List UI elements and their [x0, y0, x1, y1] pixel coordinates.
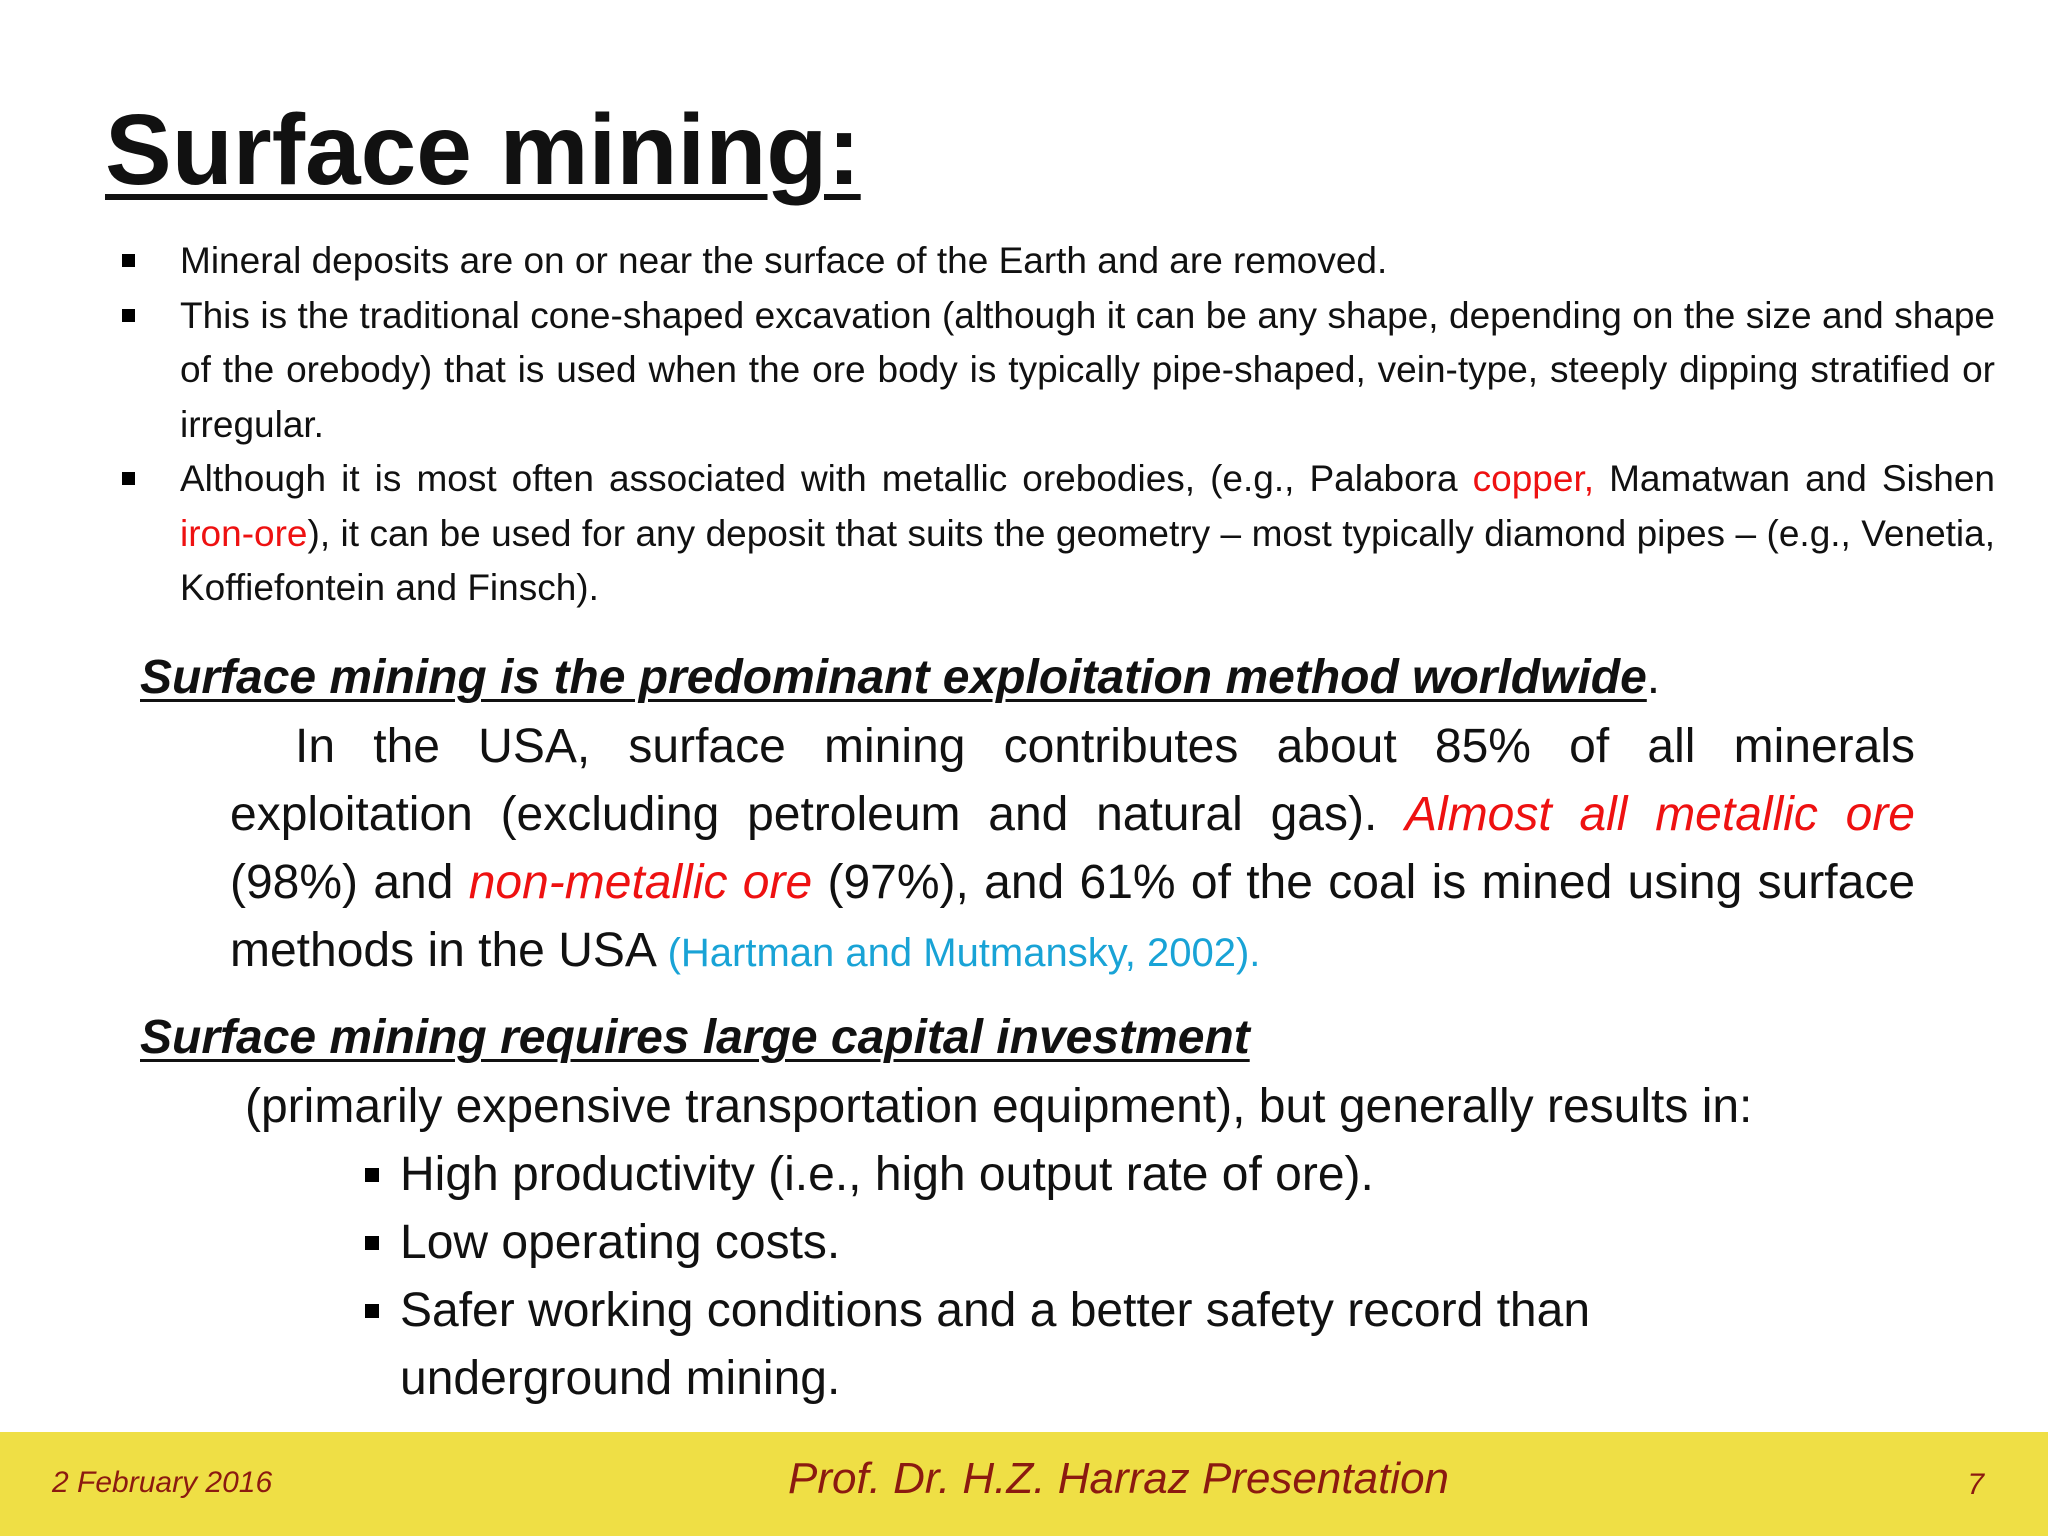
section-heading-capital: Surface mining requires large capital investment: [140, 1011, 1250, 1064]
para-text: In the USA, surface mining contributes about 85% of all minerals exploitation (excluding petroleum and natural gas).: [230, 720, 1915, 841]
bullet-item: [110, 289, 1995, 453]
benefit-item: [360, 1209, 1760, 1277]
footer-presenter: Prof. Dr. H.Z. Harraz Presentation: [788, 1454, 1450, 1503]
benefit-item: [360, 1277, 1760, 1413]
usa-statistics-paragraph: [230, 713, 1915, 987]
capital-paragraph: (primarily expensive transportation equipment), but generally results in:: [245, 1080, 1753, 1133]
bullet-text-part: Mamatwan and Sishen: [1594, 458, 1995, 499]
highlight-metallic-ore: Almost all metallic ore: [1405, 788, 1915, 841]
highlight-iron-ore: iron-ore: [180, 512, 308, 554]
section-heading-predominant: [140, 648, 1660, 708]
para-text: (98%) and: [230, 856, 469, 909]
square-bullet-icon: [122, 309, 135, 322]
benefit-text: Low operating costs.: [400, 1216, 841, 1269]
benefit-text: Safer working conditions and a better safety record than underground mining.: [400, 1284, 1591, 1405]
square-bullet-icon: [122, 254, 135, 267]
highlight-non-metallic-ore: non-metallic ore: [468, 856, 813, 909]
square-bullet-icon: [122, 472, 135, 485]
heading-text: Surface mining is the predominant exploitation method worldwide: [140, 651, 1647, 704]
page-number: 7: [1967, 1468, 1984, 1501]
bullet-text-part: ), it can be used for any deposit that suits the geometry – most typically diamond pipes – (e.g., Venetia, Koffiefontein and Finsch).: [180, 512, 1995, 608]
footer-date: 2 February 2016: [52, 1466, 273, 1499]
citation: (Hartman and Mutmansky, 2002).: [667, 931, 1261, 975]
square-bullet-icon: [365, 1168, 379, 1182]
footer-bar: [0, 1432, 2048, 1536]
highlight-copper: copper,: [1472, 458, 1595, 499]
bullet-text: Mineral deposits are on or near the surface of the Earth and are removed.: [180, 240, 1388, 281]
slide-title: Surface mining:: [105, 94, 861, 206]
bullet-text-part: Although it is most often associated with metallic orebodies, (e.g., Palabora: [180, 458, 1473, 499]
square-bullet-icon: [365, 1236, 379, 1250]
benefit-item: [360, 1141, 1760, 1209]
benefit-text: High productivity (i.e., high output rate of ore).: [400, 1148, 1374, 1201]
top-bullet-list: [110, 234, 1995, 616]
heading-period: .: [1646, 651, 1661, 704]
benefits-list: [360, 1141, 1760, 1413]
bullet-item: [110, 452, 1995, 616]
bullet-item: [110, 234, 1995, 289]
para-text: (97%), and 61% of the coal is mined using surface methods in the USA: [230, 856, 1916, 977]
bullet-text: This is the traditional cone-shaped excavation (although it can be any shape, depending on the size and shape of the orebody) that is used when the ore body is typically pipe-shaped, vein-type, steeply dipping stratified or irregular.: [180, 294, 1995, 445]
square-bullet-icon: [365, 1304, 379, 1318]
